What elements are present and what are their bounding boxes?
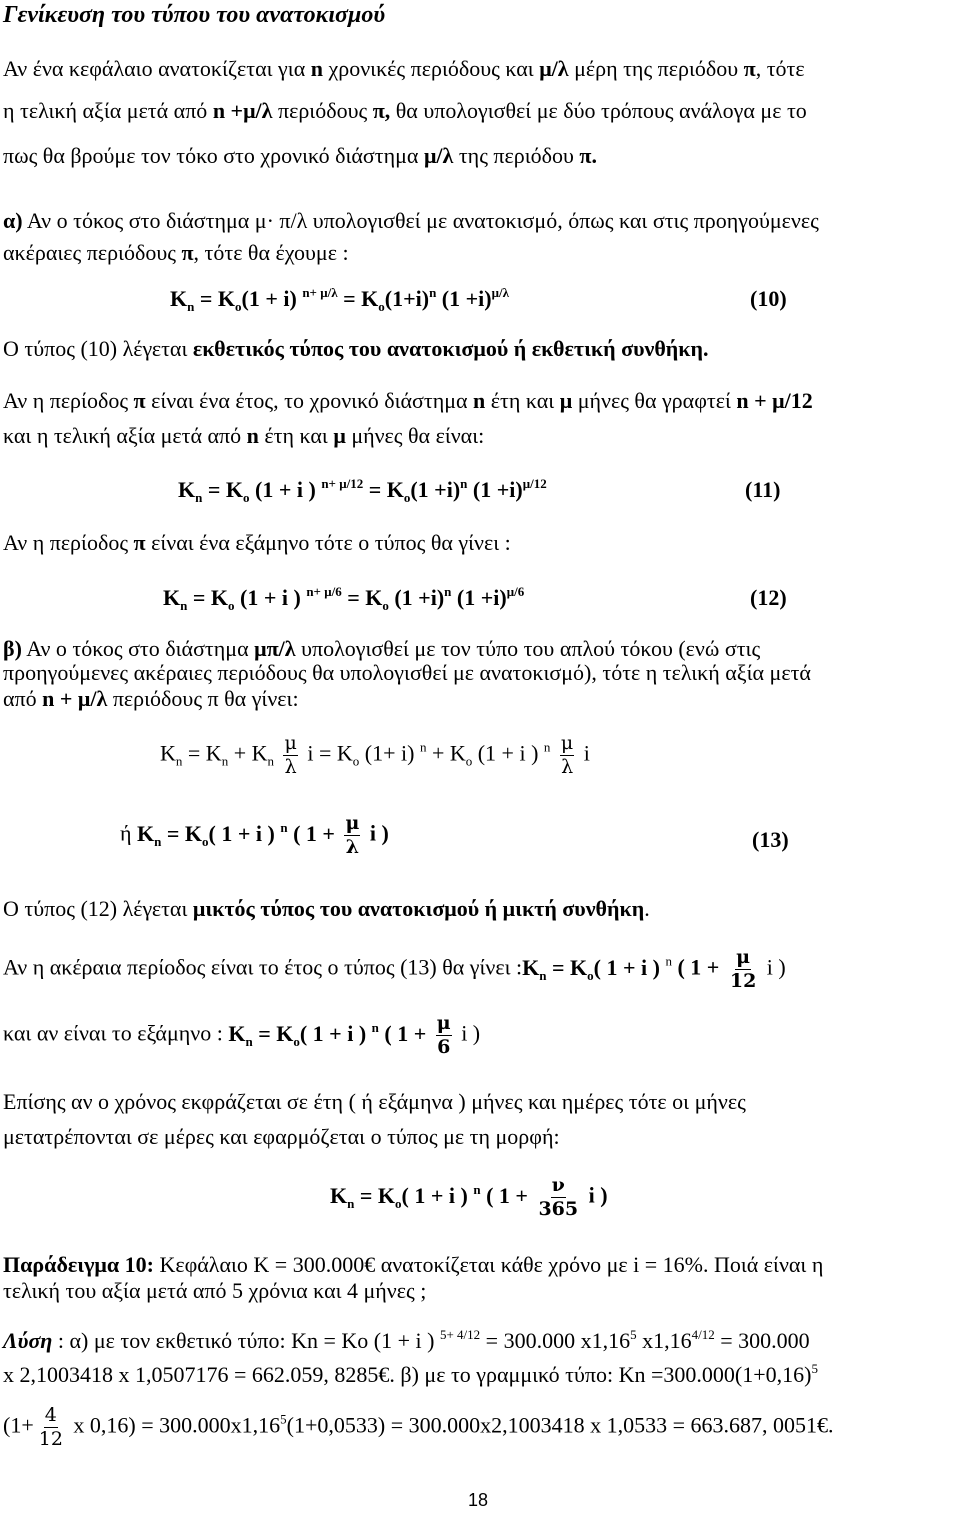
paragraph-line: μετατρέπονται σε μέρες και εφαρμόζεται ο τύπος με τη μορφή: xyxy=(3,1124,560,1149)
paragraph-line: Επίσης αν ο χρόνος εκφράζεται σε έτη ( ή εξάμηνα ) μήνες και ημέρες τότε οι μήνες xyxy=(3,1089,746,1114)
paragraph-line: και η τελική αξία μετά από n έτη και μ μήνες θα είναι: xyxy=(3,423,485,448)
paragraph-line: Ο τύπος (12) λέγεται μικτός τύπος του ανατοκισμού ή μικτή συνθήκη. xyxy=(3,896,650,921)
solution-line: (1+ $\frac{4}{12}$ x $0,16) = 300.000x1,16^5(1+0,0533) = 300.000x2,1003418$ x 1,0533 = 663.687, 0051€. xyxy=(3,1404,834,1450)
paragraph-line: β) Αν ο τόκος στο διάστημα μπ/λ υπολογισθεί με τον τύπο του απλού τόκου (ενώ στις xyxy=(3,636,761,661)
formula-13-expanded: $K_n = K_n + K_n$ $\frac{\mu}{\lambda}$ $i = K_o$ (1+ i) $^n + K_o$ (1 + i ) $^n$ $\frac{\mu}{\lambda}$ i xyxy=(160,732,590,778)
section-title: Γενίκευση του τύπου του ανατοκισμού xyxy=(3,2,386,28)
equation-number-11: (11) xyxy=(745,477,781,502)
paragraph-line: από n + μ/λ περιόδους π θα γίνει: xyxy=(3,686,299,711)
formula-days: $K_n = K_o$( 1 + i ) $^n$ ( 1 + $\frac{\nu}{365}$ i ) xyxy=(330,1174,608,1220)
paragraph-line: πως θα βρούμε τον τόκο στο χρονικό διάστημα μ/λ της περιόδου π. xyxy=(3,143,597,168)
fraction: $\frac{\mu}{\lambda}$ xyxy=(345,812,360,858)
formula-10: $K_n = K_o(1 + i) ^{n+ \mu/\lambda} = K_o(1+i)^n$ $(1 +i)^{\mu/\lambda}$ xyxy=(170,285,509,314)
formula-12: $K_n = K_o$ (1 + i ) $^{n+ \mu/6} = K_o$ $(1 +i)^n$ $(1 +i)^{\mu/6}$ xyxy=(163,584,525,613)
equation-number-13: (13) xyxy=(752,827,789,852)
paragraph-line: Αν η περίοδος π είναι ένα έτος, το χρονικό διάστημα n έτη και μ μήνες θα γραφτεί n + μ/12 xyxy=(3,388,813,413)
formula-13: ή $K_n = K_o$( 1 + i ) $^n$ ( 1 + $\frac{\mu}{\lambda}$ i ) xyxy=(120,812,389,858)
fraction: $\frac{\mu}{\lambda}$ xyxy=(560,732,574,778)
fraction: $\frac{\mu}{\lambda}$ xyxy=(284,732,297,778)
paragraph-line: ακέραιες περιόδους π, τότε θα έχουμε : xyxy=(3,240,349,265)
fraction: $\frac{\mu}{12}$ xyxy=(729,946,757,992)
paragraph-line: η τελική αξία μετά από n +μ/λ περιόδους π, θα υπολογισθεί με δύο τρόπους ανάλογα με το xyxy=(3,98,807,123)
example-heading: Παράδειγμα 10: Κεφάλαιο Κ = 300.000€ ανατοκίζεται κάθε χρόνο με i = 16%. Ποιά είναι η xyxy=(3,1252,824,1277)
page-number: 18 xyxy=(468,1490,489,1510)
paragraph-line: Ο τύπος (10) λέγεται εκθετικός τύπος του ανατοκισμού ή εκθετική συνθήκη. xyxy=(3,336,709,361)
fraction: $\frac{\nu}{365}$ xyxy=(538,1174,579,1220)
paragraph-line: τελική του αξία μετά από 5 χρόνια και 4 μήνες ; xyxy=(3,1278,427,1303)
paragraph-line: α) Αν ο τόκος στο διάστημα μ· π/λ υπολογισθεί με ανατοκισμό, όπως και στις προηγούμενες xyxy=(3,208,819,233)
paragraph-line: Αν ένα κεφάλαιο ανατοκίζεται για n χρονικές περιόδους και μ/λ μέρη της περιόδου π, τότε xyxy=(3,56,805,81)
solution-line: Λύση : α) με τον εκθετικό τύπο: Kn = Ko (1 + i ) $^{5+ 4/12}$ = 300.000 x1,16$^5$ $x1,16^{4/12} = 300.000$ xyxy=(3,1327,810,1353)
equation-number-12: (12) xyxy=(750,585,787,610)
fraction: $\frac{\mu}{6}$ xyxy=(436,1012,451,1058)
solution-line: x 2,1003418 x 1,0507176 = 662.059, 8285€. β) με το γραμμικό τύπο: $Kn =300.000(1+0,16)^5$ xyxy=(3,1361,818,1387)
fraction: $\frac{4}{12}$ xyxy=(38,1404,63,1450)
paragraph-line: Αν η ακέραια περίοδος είναι το έτος ο τύπος (13) θα γίνει $:K_n = K_o$( 1 + i ) $^n$ ( 1 + $\frac{\mu}{12}$ i ) xyxy=(3,946,786,992)
paragraph-line: και αν είναι το εξάμηνο : $K_n = K_o$( 1 + i ) $^n$ ( 1 + $\frac{\mu}{6}$ i ) xyxy=(3,1012,481,1058)
paragraph-line: προηγούμενες ακέραιες περιόδους θα υπολογισθεί με ανατοκισμό), τότε η τελική αξία μετά xyxy=(3,660,811,685)
equation-number-10: (10) xyxy=(750,286,787,311)
paragraph-line: Αν η περίοδος π είναι ένα εξάμηνο τότε ο τύπος θα γίνει : xyxy=(3,530,511,555)
formula-11: $K_n = K_o$ (1 + i ) $^{n+ \mu/12} = K_o(1 +i)^n$ $(1 +i)^{\mu/12}$ xyxy=(178,476,547,505)
